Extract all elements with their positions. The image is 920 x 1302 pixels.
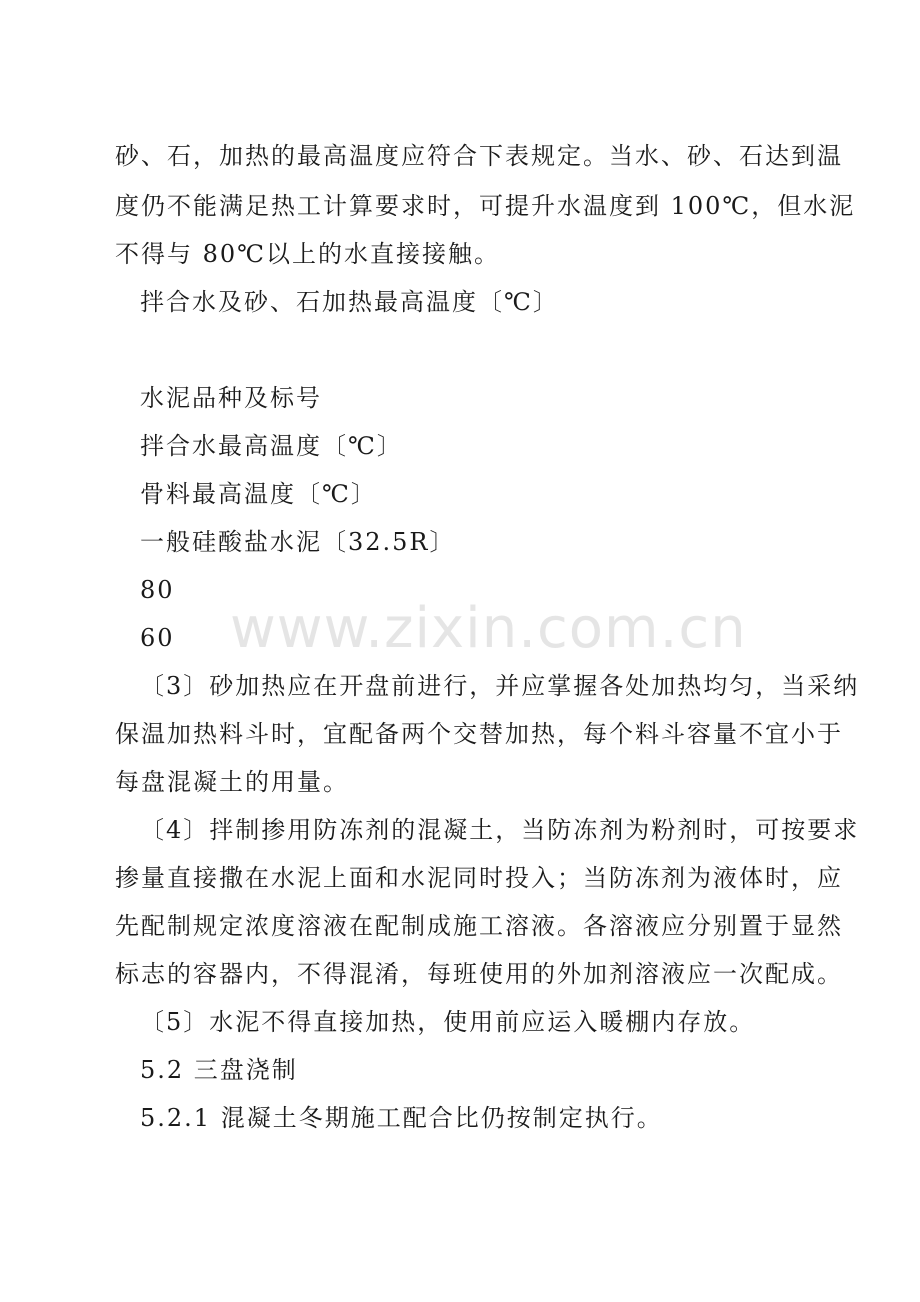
paragraph-line: 标志的容器内，不得混淆，每班使用的外加剂溶液应一次配成。 — [115, 960, 843, 988]
paragraph-line: 砂、石，加热的最高温度应符合下表规定。当水、砂、石达到温 — [115, 142, 843, 170]
paragraph-line: 先配制规定浓度溶液在配制成施工溶液。各溶液应分别置于显然 — [115, 912, 843, 940]
subsection-heading: 5.2.1 混凝土冬期施工配合比仍按制定执行。 — [140, 1104, 663, 1132]
table-header-cement-type: 水泥品种及标号 — [140, 384, 322, 412]
paragraph-line: 〔4〕拌制掺用防冻剂的混凝土，当防冻剂为粉剂时，可按要求 — [140, 816, 860, 844]
paragraph-line: 度仍不能满足热工计算要求时，可提升水温度到 100℃，但水泥 — [115, 192, 856, 220]
watermark: www.zixin.com.cn — [230, 596, 747, 661]
table-cell-aggregate-value: 60 — [140, 624, 175, 652]
table-title: 拌合水及砂、石加热最高温度〔℃〕 — [140, 288, 559, 316]
section-heading: 5.2 三盘浇制 — [140, 1056, 298, 1084]
paragraph-line: 掺量直接撒在水泥上面和水泥同时投入；当防冻剂为液体时，应 — [115, 864, 843, 892]
paragraph-line: 〔3〕砂加热应在开盘前进行，并应掌握各处加热均匀，当采纳 — [140, 672, 860, 700]
paragraph-line: 保温加热料斗时，宜配备两个交替加热，每个料斗容量不宜小于 — [115, 720, 843, 748]
table-cell-cement: 一般硅酸盐水泥〔32.5R〕 — [140, 528, 456, 556]
paragraph-line: 〔5〕水泥不得直接加热，使用前应运入暖棚内存放。 — [140, 1008, 756, 1036]
table-header-aggregate-temp: 骨料最高温度〔℃〕 — [140, 480, 377, 508]
paragraph-line: 每盘混凝土的用量。 — [115, 768, 349, 796]
paragraph-line: 不得与 80℃以上的水直接接触。 — [115, 240, 501, 268]
table-cell-water-value: 80 — [140, 576, 175, 604]
table-header-water-temp: 拌合水最高温度〔℃〕 — [140, 432, 403, 460]
